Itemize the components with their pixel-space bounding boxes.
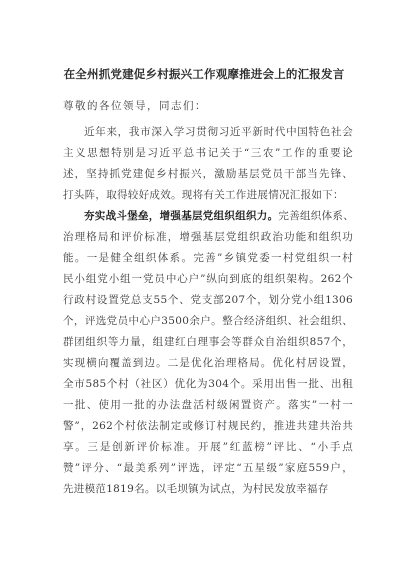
paragraph-line: 赞”评分、“最美系列”评选，评定“五星级”家庭559户， xyxy=(63,462,353,474)
salutation: 尊敬的各位领导，同志们： xyxy=(63,100,207,112)
paragraph-line xyxy=(63,206,353,227)
paragraph-line: 一批、使用一批的办法盘活村级闲置资产。落实”一村一 xyxy=(63,399,353,411)
paragraph-line: 述，坚持抓党建促乡村振兴，激励基层党员干部当先锋、 xyxy=(63,168,353,180)
paragraph-line: 行政村设置党总支55个、党支部207个，划分党小组1306 xyxy=(63,294,353,306)
paragraph-line: 个，评选党员中心户3500余户。整合经济组织、社会组织、 xyxy=(63,315,353,327)
paragraph-line: 主义思想特别是习近平总书记关于“三农”工作的重要论 xyxy=(63,147,353,159)
paragraph-intro xyxy=(63,122,353,206)
paragraph-section-one xyxy=(63,206,353,500)
paragraph-line: 全市585个村（社区）优化为304个。采用出售一批、出租 xyxy=(63,378,353,390)
paragraph-line: 打头阵，取得较好成效。现将有关工作进展情况汇报如下： xyxy=(63,189,344,201)
section-heading: 夯实战斗堡垒，增强基层党组织组织力。 xyxy=(84,210,279,222)
section-heading-rest: 完善组织体系、 xyxy=(278,210,355,222)
paragraph-line: 享。三是创新评价标准。开展”红蓝榜”评比、“小手点 xyxy=(63,441,353,453)
paragraph-line: 能。一是健全组织体系。完善”乡镇党委一村党组织一村 xyxy=(63,252,353,264)
paragraph-line: 近年来，我市深入学习贯彻习近平新时代中国特色社会 xyxy=(84,126,353,138)
paragraph-line: 群团组织等力量，组建红白理事会等群众自治组织857个， xyxy=(63,336,353,348)
paragraph-line: 先进模范1819名。以毛坝镇为试点，为村民发放幸福存 xyxy=(63,483,329,495)
document-title: 在全州抓党建促乡村振兴工作观摩推进会上的汇报发言 xyxy=(63,67,345,81)
paragraph-line: 警”，262个村依法制定或修订村规民约，推进共建共治共 xyxy=(63,420,353,432)
paragraph-line: 民小组党小组一党员中心户”纵向到底的组织架构。262个 xyxy=(63,273,353,285)
paragraph-line: 治理格局和评价标准，增强基层党组织政治功能和组织功 xyxy=(63,231,353,243)
paragraph-line: 实现横向覆盖到边。二是优化治理格局。优化村居设置， xyxy=(63,357,353,369)
